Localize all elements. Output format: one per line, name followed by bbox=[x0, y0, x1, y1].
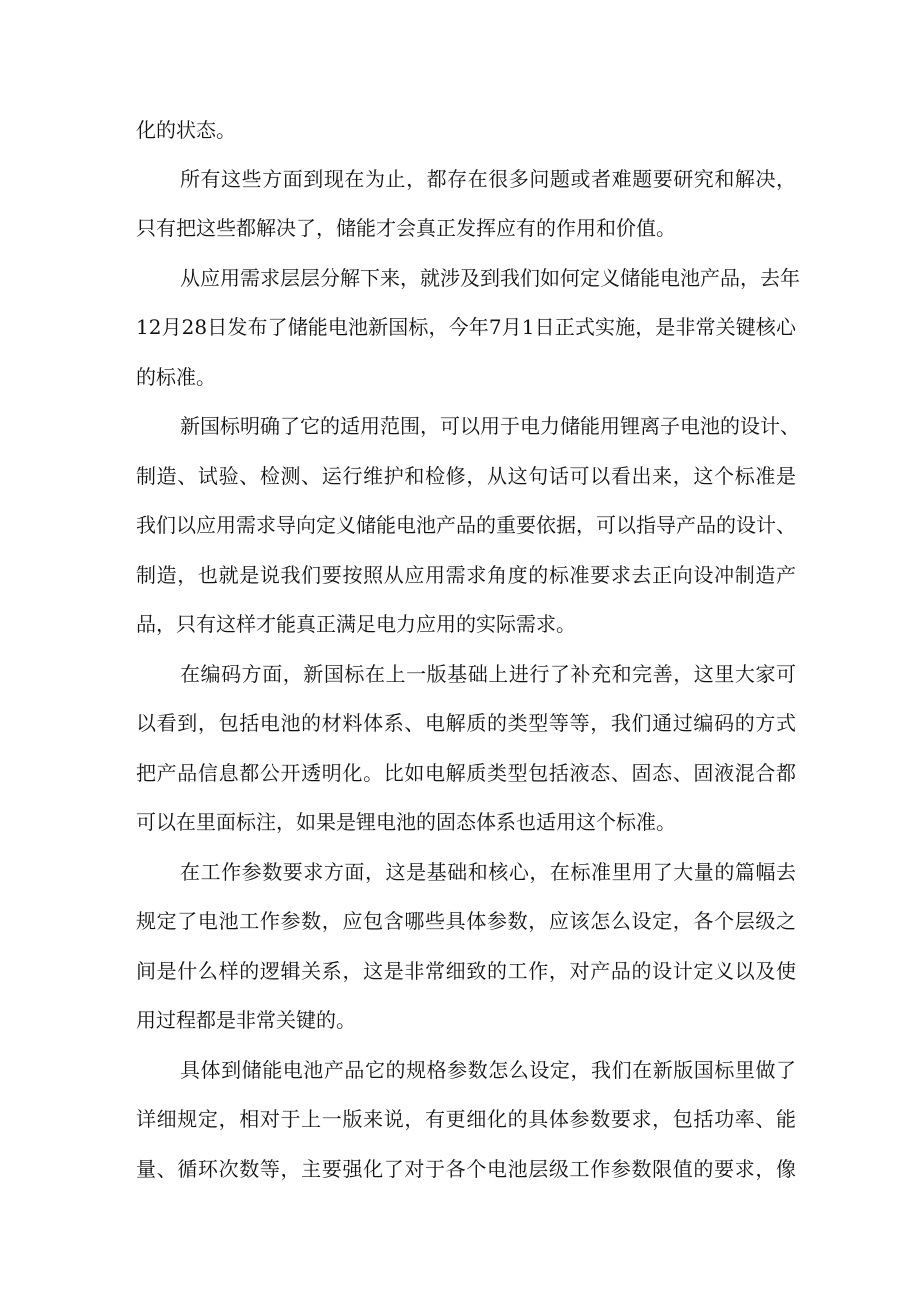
text-line: 从应用需求层层分解下来，就涉及到我们如何定义储能电池产品，去年 bbox=[180, 266, 800, 290]
text-line: 所有这些方面到现在为止，都存在很多问题或者难题要研究和解决， bbox=[180, 167, 796, 191]
text-line: 新国标明确了它的适用范围，可以用于电力储能用锂离子电池的设计、 bbox=[180, 414, 800, 438]
text-line: 间是什么样的逻辑关系，这是非常细致的工作，对产品的设计定义以及使 bbox=[136, 959, 796, 983]
text-line: 把产品信息都公开透明化。比如电解质类型包括液态、固态、固液混合都 bbox=[136, 761, 796, 785]
text-line: 详细规定，相对于上一版来说，有更细化的具体参数要求，包括功率、能 bbox=[136, 1107, 796, 1131]
text-line: 品，只有这样才能真正满足电力应用的实际需求。 bbox=[136, 612, 576, 636]
text-line: 以看到，包括电池的材料体系、电解质的类型等等，我们通过编码的方式 bbox=[136, 711, 796, 735]
text-line: 制造、试验、检测、运行维护和检修，从这句话可以看出来，这个标准是 bbox=[136, 464, 796, 488]
text-line: 制造，也就是说我们要按照从应用需求角度的标准要求去正向设冲制造产 bbox=[136, 563, 796, 587]
text-line: 只有把这些都解决了，储能才会真正发挥应有的作用和价值。 bbox=[136, 216, 676, 240]
text-line: 用过程都是非常关键的。 bbox=[136, 1008, 356, 1032]
text-line: 在编码方面，新国标在上一版基础上进行了补充和完善，这里大家可 bbox=[180, 662, 796, 686]
text-line: 具体到储能电池产品它的规格参数怎么设定，我们在新版国标里做了 bbox=[180, 1058, 796, 1082]
text-line: 可以在里面标注，如果是锂电池的固态体系也适用这个标准。 bbox=[136, 810, 676, 834]
text-line: 量、循环次数等，主要强化了对于各个电池层级工作参数限值的要求，像 bbox=[136, 1157, 796, 1181]
text-line: 化的状态。 bbox=[136, 118, 236, 142]
text-line: 12月28日发布了储能电池新国标，今年7月1日正式实施，是非常关键核心 bbox=[136, 315, 796, 339]
text-line: 在工作参数要求方面，这是基础和核心，在标准里用了大量的篇幅去 bbox=[180, 860, 796, 884]
text-line: 我们以应用需求导向定义储能电池产品的重要依据，可以指导产品的设计、 bbox=[136, 513, 796, 537]
text-line: 规定了电池工作参数，应包含哪些具体参数，应该怎么设定，各个层级之 bbox=[136, 909, 796, 933]
text-line: 的标准。 bbox=[136, 365, 216, 389]
